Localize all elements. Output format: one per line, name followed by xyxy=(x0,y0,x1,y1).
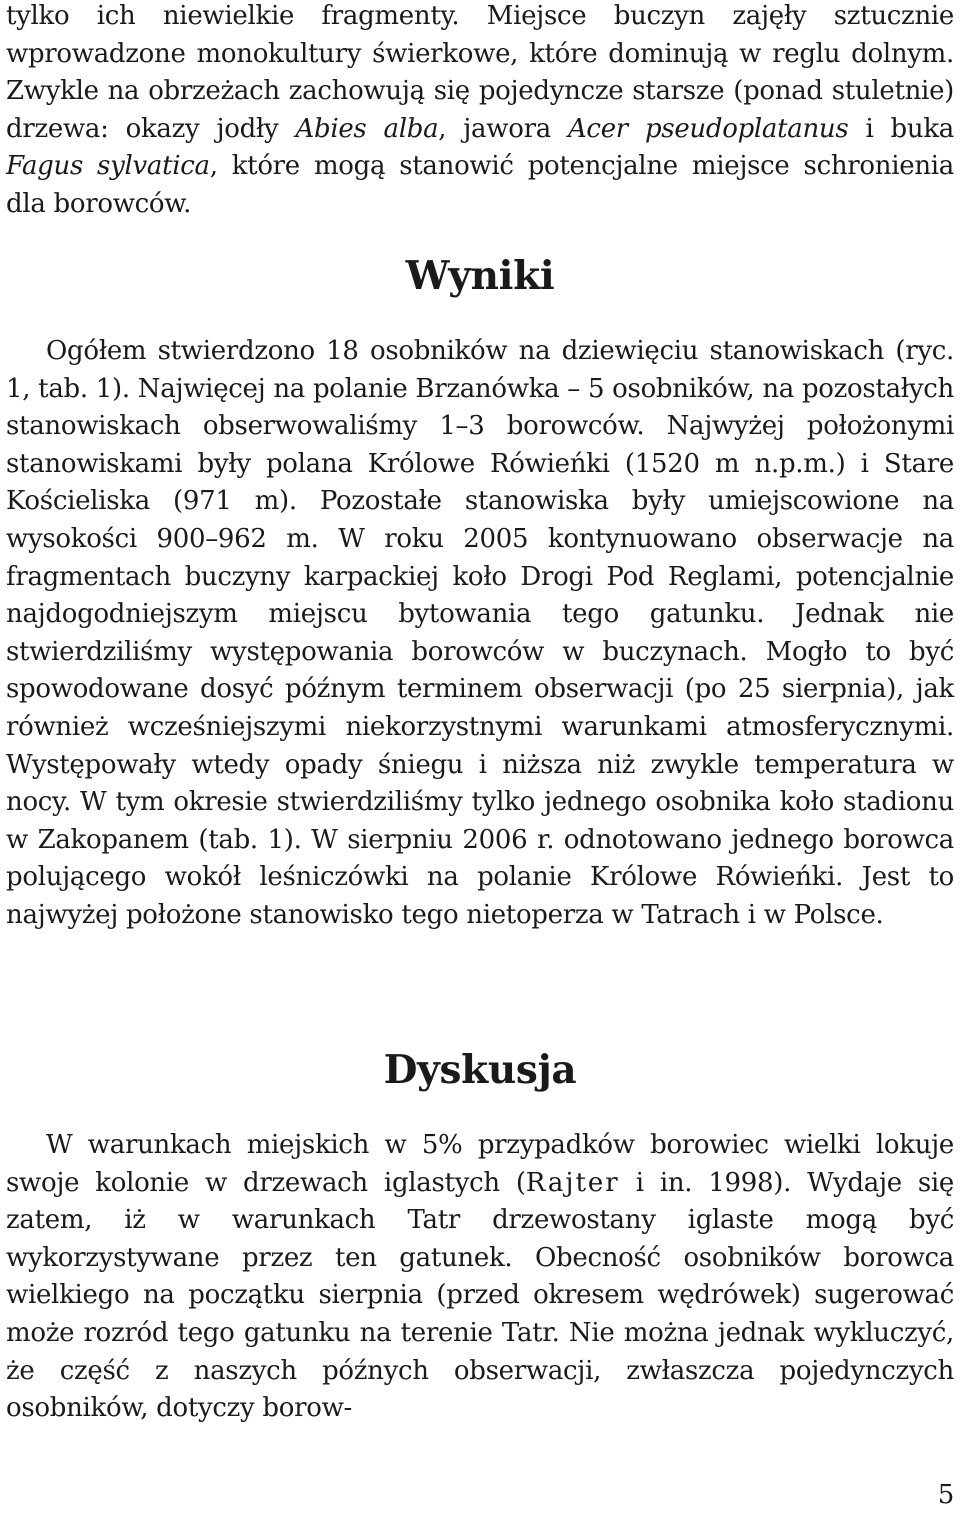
section-heading-dyskusja: Dyskusja xyxy=(383,1047,577,1093)
species-name-fagus: Fagus sylvatica xyxy=(6,151,210,182)
paragraph-dyskusja xyxy=(0,1127,960,1428)
text-run: , które mogą stanowić potencjalne miejsce schronienia dla borowców. xyxy=(6,151,954,219)
text-run: W warunkach miejskich w 5% przypadków borowiec wielki lokuje swoje kolonie w drzewach iglastych ( xyxy=(6,1130,954,1198)
text-run: , jawora xyxy=(438,113,568,144)
species-name-acer: Acer pseudoplatanus xyxy=(567,113,849,144)
paragraph-wyniki: Ogółem stwierdzono 18 osobników na dziewięciu stanowiskach (ryc. 1, tab. 1). Najwięcej na polanie Brzanówka – 5 osobników, na pozostałych stanowiskach obserwowaliśmy 1–3 borowców. Najwyżej położonymi stanowiskami były polana Królowe Rówieńki (1520 m n.p.m.) i Stare Kościeliska (971 m). Pozostałe stanowiska były umiejscowione na wysokości 900–962 m. W roku 2005 kontynuowano obserwacje na fragmentach buczyny karpackiej koło Drogi Pod Reglami, potencjalnie najdogodniejszym miejscu bytowania tego gatunku. Jednak nie stwierdziliśmy występowania borowców w buczynach. Mogło to być spowodowane dosyć późnym terminem obserwacji (po 25 sierpnia), jak również wcześniejszymi niekorzystnymi warunkami atmosferycznymi. Występowały wtedy opady śniegu i niższa niż zwykle temperatura w nocy. W tym okresie stwierdziliśmy tylko jednego osobnika koło stadionu w Zakopanem (tab. 1). W sierpniu 2006 r. odnotowano jednego borowca polującego wokół leśniczówki na polanie Królowe Rówieńki. Jest to najwyżej położone stanowisko tego nietoperza w Tatrach i w Polsce. xyxy=(6,336,955,930)
section-heading-wyniki: Wyniki xyxy=(405,253,555,299)
text-run: tylko ich niewielkie fragmenty. Miejsce buczyn zajęły sztucznie wprowadzone monokultury świerkowe, które dominują w reglu dolnym. Zwykle na obrzeżach zachowują się pojedyncze starsze (ponad stuletnie) drzewa: okazy jodły xyxy=(6,1,954,144)
author-citation: Rajter xyxy=(525,1167,620,1198)
page-number: 5 xyxy=(937,1480,954,1510)
text-run: i in. 1998). Wydaje się zatem, iż w warunkach Tatr drzewostany iglaste mogą być wykorzystywane przez ten gatunek. Obecność osobników borowca wielkiego na początku sierpnia (przed okresem wędrówek) sugerować może rozród tego gatunku na terenie Tatr. Nie można jednak wykluczyć, że część z naszych późnych obserwacji, zwłaszcza pojedynczych osobników, dotyczy borow- xyxy=(6,1167,954,1424)
text-run: i buka xyxy=(848,113,954,144)
paragraph-intro xyxy=(0,0,960,224)
species-name-abies: Abies alba xyxy=(295,113,439,144)
